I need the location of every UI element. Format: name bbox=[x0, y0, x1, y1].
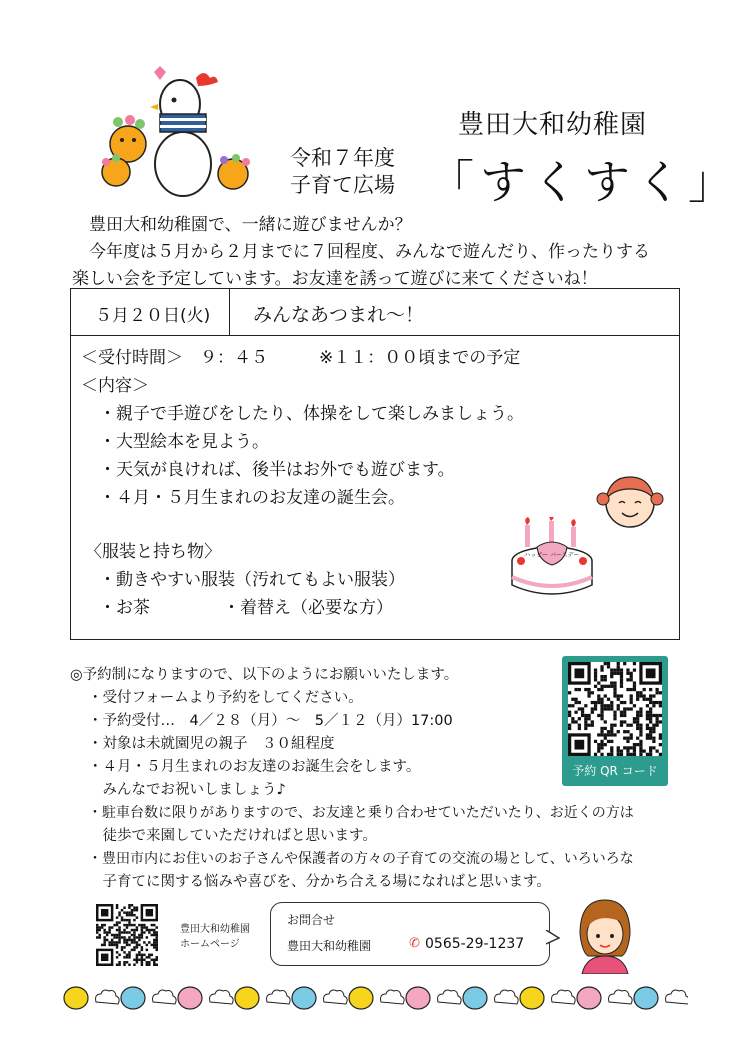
divider bbox=[229, 289, 230, 335]
qr-caption: 予約 QR コード bbox=[572, 764, 658, 778]
chick-icon bbox=[406, 987, 430, 1009]
chick-icon bbox=[64, 987, 88, 1009]
intro-line2: 今年度は５月から２月までに７回程度、みんなで遊んだり、作ったりする bbox=[72, 242, 650, 262]
event-date: ５月２０日(火) bbox=[95, 306, 211, 326]
chick-icon bbox=[463, 987, 487, 1009]
qr-pattern bbox=[96, 904, 158, 966]
intro-text bbox=[72, 212, 692, 293]
page-title: 「すくすく」 bbox=[428, 155, 740, 209]
intro-line1: 豊田大和幼稚園で、一緒に遊びませんか？ bbox=[72, 215, 412, 235]
reservation-qr[interactable] bbox=[562, 656, 668, 786]
chick-icon bbox=[121, 987, 145, 1009]
content-item: ・天気が良ければ、後半はお外でも遊びます。 bbox=[99, 460, 455, 480]
chick-icon bbox=[634, 987, 658, 1009]
contact-label: お問合せ bbox=[287, 913, 336, 927]
chick-icon bbox=[577, 987, 601, 1009]
notice-heading: ◎予約制になりますので、以下のようにお願いいたします。 bbox=[70, 667, 459, 683]
content-heading: ＜内容＞ bbox=[81, 376, 149, 396]
event-box bbox=[70, 288, 680, 640]
year-line2: 子育て広場 bbox=[290, 173, 395, 197]
chick-icon bbox=[235, 987, 259, 1009]
cloud-icon bbox=[153, 990, 177, 1004]
homepage-qr-code-icon[interactable] bbox=[96, 904, 158, 966]
bubble-tail bbox=[546, 930, 560, 946]
qr-code-icon[interactable] bbox=[568, 662, 662, 756]
year-subtitle bbox=[290, 145, 395, 199]
notice-line: 徒歩で来園していただければと思います。 bbox=[88, 828, 377, 844]
year-line1: 令和７年度 bbox=[290, 146, 395, 170]
girl-face-icon bbox=[595, 469, 665, 533]
items-tea: ・お茶 bbox=[99, 598, 150, 618]
cloud-icon bbox=[267, 990, 291, 1004]
cloud-icon bbox=[381, 990, 405, 1004]
content-item: ・親子で手遊びをしたり、体操をして楽しみましょう。 bbox=[99, 404, 524, 424]
staff-avatar bbox=[570, 896, 640, 974]
notice-line: ・受付フォームより予約をしてください。 bbox=[88, 690, 363, 706]
cake-text: ハッピー バースデー bbox=[524, 552, 580, 559]
cloud-icon bbox=[609, 990, 633, 1004]
contact-name: 豊田大和幼稚園 bbox=[287, 939, 372, 953]
event-name: みんなあつまれ～！ bbox=[253, 304, 425, 326]
reception-time: ＜受付時間＞ ９：４５ ※１１：００頃までの予定 bbox=[81, 348, 521, 368]
notice-line: ・豊田市内にお住いのお子さんや保護者の方々の子育ての交流の場として、いろいろな bbox=[88, 851, 634, 867]
items-heading: 〈服装と持ち物〉 bbox=[85, 542, 221, 562]
kindergarten-name: 豊田大和幼稚園 bbox=[458, 110, 648, 140]
cloud-icon bbox=[96, 990, 120, 1004]
notice-line: ・４月・５月生まれのお友達のお誕生会をします。 bbox=[88, 759, 421, 775]
homepage-label bbox=[180, 922, 250, 952]
chick-icon bbox=[178, 987, 202, 1009]
chick-icon bbox=[292, 987, 316, 1009]
chick-border-decoration bbox=[62, 978, 688, 1018]
notice-line: 子育てに関する悩みや喜びを、分かち合える場になればと思います。 bbox=[88, 874, 551, 890]
event-header bbox=[71, 289, 679, 336]
cloud-icon bbox=[438, 990, 462, 1004]
cloud-icon bbox=[552, 990, 576, 1004]
notice-line: ・駐車台数に限りがありますので、お友達と乗り合わせていただいたり、お近くの方は bbox=[88, 805, 634, 821]
cloud-icon bbox=[210, 990, 234, 1004]
chick-icon bbox=[520, 987, 544, 1009]
notice-line: みんなでお祝いしましょう♪ bbox=[88, 782, 286, 798]
birthday-cake-icon bbox=[507, 517, 597, 609]
intro-line3: 楽しい会を予定しています。お友達を誘って遊びに来てくださいね！ bbox=[72, 269, 598, 289]
phone-number[interactable]: 0565-29-1237 bbox=[425, 936, 525, 952]
contact-bubble bbox=[270, 902, 550, 966]
notice-line: ・予約受付… 4／２８（月）～ 5／１２（月）17:00 bbox=[88, 713, 453, 729]
phone-icon: ✆ bbox=[409, 936, 420, 951]
homepage-line1: 豊田大和幼稚園 bbox=[180, 924, 250, 935]
items-change: ・着替え（必要な方） bbox=[223, 598, 393, 618]
cloud-icon bbox=[324, 990, 348, 1004]
cloud-icon bbox=[495, 990, 519, 1004]
notice-line: ・対象は未就園児の親子 ３０組程度 bbox=[88, 736, 335, 752]
chick-icon bbox=[349, 987, 373, 1009]
homepage-line2: ホームページ bbox=[180, 939, 240, 950]
content-item: ・大型絵本を見よう。 bbox=[99, 432, 269, 452]
items-clothing: ・動きやすい服装（汚れてもよい服装） bbox=[99, 570, 405, 590]
content-item: ・４月・５月生まれのお友達の誕生会。 bbox=[99, 488, 405, 508]
cloud-icon bbox=[666, 990, 688, 1004]
qr-pattern bbox=[568, 662, 662, 756]
chicken-chicks-illustration bbox=[88, 64, 258, 204]
